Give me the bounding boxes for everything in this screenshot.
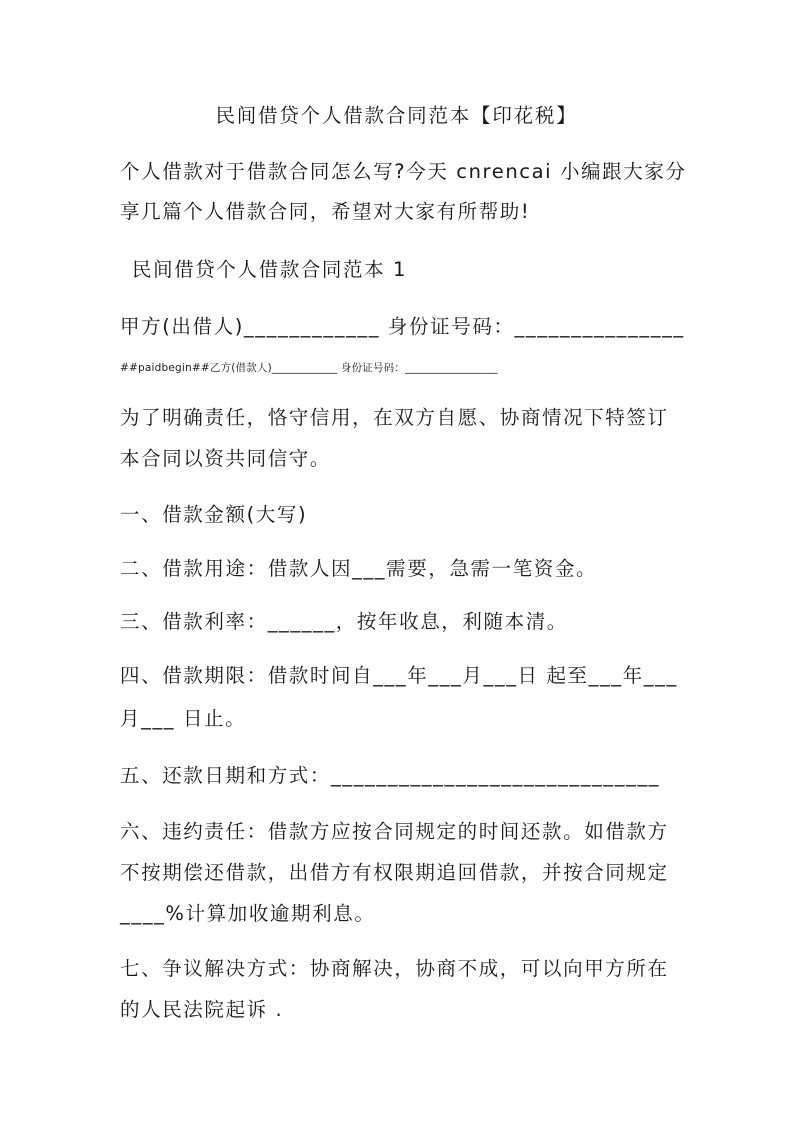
clause-6-line-1: 六、违约责任：借款方应按合同规定的时间还款。如借款方 (120, 820, 669, 843)
clause-7-line-2: 的人民法院起诉 . (120, 998, 284, 1021)
clause-2: 二、借款用途：借款人因___需要，急需一笔资金。 (120, 557, 598, 580)
preamble-line-2: 本合同以资共同信守。 (120, 447, 332, 470)
page-title: 民间借贷个人借款合同范本【印花税】 (215, 104, 578, 127)
clause-4-line-2: 月___ 日止。 (120, 707, 247, 730)
intro-line-1: 个人借款对于借款合同怎么写?今天 cnrencai 小编跟大家分 (120, 160, 687, 183)
clause-5: 五、还款日期和方式：_____________________________ (120, 764, 661, 787)
intro-line-2: 享几篇个人借款合同，希望对大家有所帮助! (120, 200, 531, 223)
clause-6-line-2: 不按期偿还借款，出借方有权限期追回借款，并按合同规定 (120, 861, 669, 884)
clause-3: 三、借款利率：______，按年收息，利随本清。 (120, 610, 568, 633)
clause-1: 一、借款金额(大写) (120, 503, 308, 526)
clause-6-line-3: ____%计算加收逾期利息。 (120, 902, 376, 925)
party-b-line: ##paidbegin##乙方(借款人)____________ 身份证号码：_________________ (120, 362, 498, 374)
clause-7-line-1: 七、争议解决方式：协商解决，协商不成，可以向甲方所在 (120, 957, 669, 980)
clause-4-line-1: 四、借款期限：借款时间自___年___月___日 起至___年___ (120, 664, 678, 687)
section-heading: 民间借贷个人借款合同范本 1 (132, 258, 408, 281)
preamble-line-1: 为了明确责任，恪守信用，在双方自愿、协商情况下特签订 (120, 406, 669, 429)
party-a-line: 甲方(出借人)____________ 身份证号码：_______________ (120, 315, 685, 338)
